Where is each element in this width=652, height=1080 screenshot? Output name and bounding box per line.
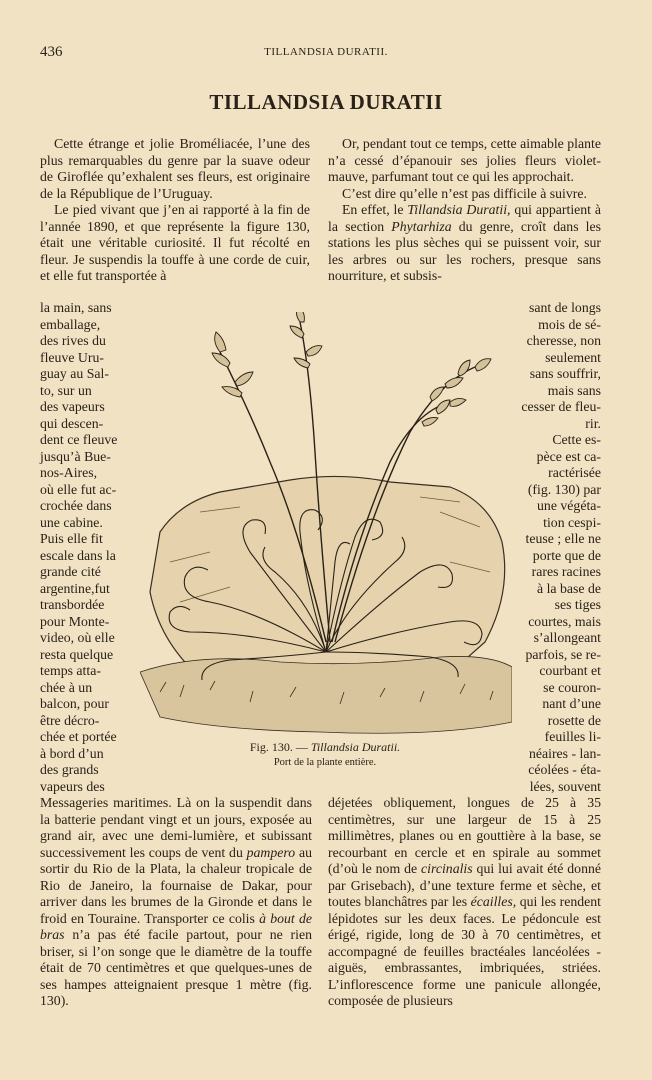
running-head	[40, 44, 612, 60]
text-line: crochée dans	[40, 498, 112, 513]
text-line: fleuve Uru-	[40, 349, 104, 365]
text-line: chée et portée	[40, 729, 117, 744]
running-title: TILLANDSIA DURATII.	[264, 46, 388, 58]
text-line: des vapeurs	[40, 399, 105, 414]
text-line: to, sur un	[40, 382, 92, 398]
right-column-top	[328, 136, 601, 285]
left-wrap-text	[40, 300, 122, 795]
text-line: une cabine.	[40, 514, 103, 530]
text-line: être décro-	[40, 712, 100, 728]
figure-caption: Fig. 130. — Tillandsia Duratii.	[249, 740, 401, 754]
paragraph: déjetées obliquement, longues de 25 à 35 centimètres, sur une largeur de 15 à 25 millimètres, planes ou en gouttière à la base, se recourbant en cercle et en spirale au sommet (d’où le nom de circinalis qui lui avait été donné par Grisebach), d’une texture ferme et sèche, et toutes blanchâtres par les écailles, qui les rendent lépidotes sur les deux faces. Le pédoncule est érigé, rigide, long de 30 à 70 centimètres, et accompagné de feuilles bractéales lancéolées - aiguës, embrassantes, imbriquées, striées. L’inflorescence forme une panicule allongée, composée de plusieurs	[328, 795, 601, 1008]
text-line: rosette de	[547, 712, 601, 728]
text-line: Cette es-	[552, 432, 601, 447]
text-line: Puis elle fit	[40, 531, 103, 546]
plant-illustration	[140, 312, 512, 740]
text-line: néaires - lan-	[528, 745, 601, 761]
text-line: pour Monte-	[40, 613, 110, 629]
text-line: des rives du	[40, 333, 106, 348]
text-line: une végéta-	[537, 498, 601, 513]
tillandsia-engraving	[140, 312, 512, 740]
text-line: mois de sé-	[538, 316, 601, 332]
text-line: emballage,	[40, 316, 101, 332]
text-line: dent ce fleuve	[40, 432, 118, 447]
text-line: pèce est ca-	[536, 448, 601, 464]
text-line: parfois, se re-	[525, 646, 601, 662]
text-line: qui descen-	[40, 415, 104, 431]
text-line: tion cespi-	[543, 514, 601, 530]
text-line: s’allongeant	[533, 630, 601, 645]
text-line: ses tiges	[554, 597, 601, 612]
text-line: feuilles li-	[544, 729, 601, 744]
text-line: ractérisée	[548, 465, 601, 480]
text-line: (fig. 130) par	[527, 481, 601, 497]
paragraph: En effet, le Tillandsia Duratii, qui appartient à la section Phytarhiza du genre, croît dans les stations les plus sèches qui se puissent voir, sur les arbres ou sur les rochers, presque sans nourriture, et subsis-	[328, 202, 602, 283]
text-line: jusqu’à Bue-	[40, 448, 111, 464]
text-line: resta quelque	[40, 646, 114, 662]
paragraph: Le pied vivant que j’en ai rapporté à la fin de l’année 1890, et que représente la figure 130, était une véritable curiosité. Il fut récolté en fleur. Je suspendis la touffe à une corde de cuir, et elle fut transportée à	[40, 202, 310, 283]
text-line: cesser de fleu-	[521, 399, 601, 414]
text-line: nant d’une	[542, 696, 601, 711]
text-line: argentine,fut	[40, 580, 110, 596]
text-line: chée à un	[40, 679, 93, 695]
text-line: courtes, mais	[528, 613, 601, 629]
text-line: teuse ; elle ne	[525, 531, 601, 546]
text-line: à la base de	[537, 580, 601, 596]
right-wrap-text	[514, 300, 601, 795]
text-line: céolées - éta-	[528, 762, 601, 777]
text-line: à bord d’un	[40, 745, 104, 761]
text-line: courbant et	[539, 663, 601, 678]
paragraph: Or, pendant tout ce temps, cette aimable plante n’a cessé d’épanouir ses jolies fleurs violet-mauve, parfumant tout ce qui les approchait.	[328, 136, 601, 184]
text-line: seulement	[545, 349, 601, 365]
text-line: escale dans la	[40, 547, 116, 563]
text-line: video, où elle	[40, 630, 115, 645]
text-line: transbordée	[40, 597, 105, 612]
text-line: mais sans	[547, 382, 601, 398]
figure-subcaption: Port de la plante entière.	[273, 757, 377, 768]
left-column-top	[40, 136, 310, 285]
text-line: lées, souvent	[529, 778, 601, 794]
text-line: sans souffrir,	[529, 366, 601, 381]
text-line: vapeurs des	[40, 778, 105, 794]
paragraph: Cette étrange et jolie Broméliacée, l’une des plus remarquables du genre par la suave odeur de Giroflée qu’exhalent ses fleurs, est originaire de la République de l’Uruguay.	[40, 136, 310, 201]
text-line: où elle fut ac-	[40, 481, 117, 497]
right-column-bottom	[328, 795, 601, 1010]
page-number: 436	[40, 44, 63, 60]
text-line: grande cité	[40, 564, 101, 579]
text-line: la main, sans	[40, 300, 112, 315]
text-line: rares racines	[531, 564, 601, 579]
text-line: guay au Sal-	[40, 366, 109, 381]
text-line: porte que de	[532, 547, 601, 563]
text-line: balcon, pour	[40, 696, 109, 711]
text-line: se couron-	[543, 679, 601, 695]
text-line: nos-Aires,	[40, 465, 98, 480]
left-column-bottom	[40, 795, 312, 1010]
article-title: TILLANDSIA DURATII	[209, 90, 443, 114]
text-line: temps atta-	[40, 663, 101, 678]
text-line: rir.	[585, 415, 601, 431]
text-line: des grands	[40, 762, 99, 777]
text-line: cheresse, non	[526, 333, 601, 348]
paragraph: Messageries maritimes. Là on la suspendit dans la batterie pendant vingt et un jours, exposée au grand air, avec une demi-lumière, et subissant successivement les coups de vent du pampero au sortir du Rio de la Plata, la chaleur tropicale de Rio de Janeiro, la fournaise de Dakar, pour arriver dans les brumes de la Gironde et dans le froid en Touraine. Transporter ce colis à bout de bras n’a pas été facile partout, pour ne rien briser, si l’on songe que le diamètre de la touffe était de 70 centimètres et que quelques-unes de ses hampes atteignaient presque 1 mètre (fig. 130).	[40, 795, 312, 1008]
text-line: sant de longs	[528, 300, 601, 315]
paragraph: C’est dire qu’elle n’est pas difficile à suivre.	[342, 185, 587, 201]
